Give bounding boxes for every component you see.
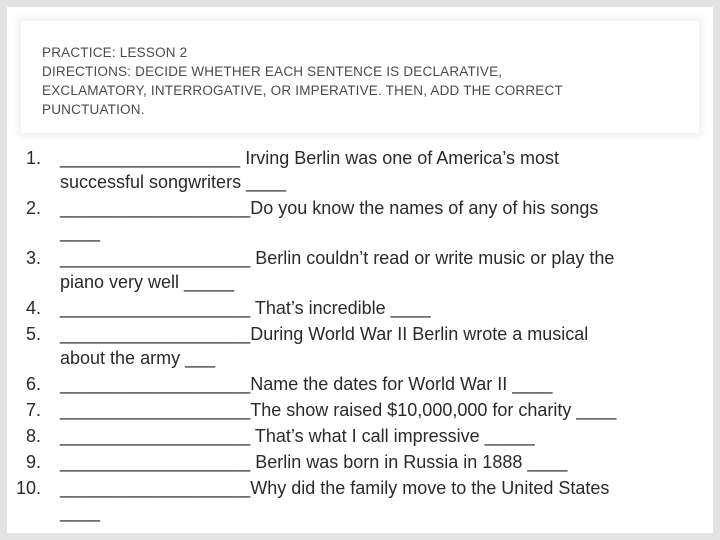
item-number: 4.: [25, 298, 41, 318]
title-line-2: DIRECTIONS: DECIDE WHETHER EACH SENTENCE IS DECLARATIVE,: [42, 64, 503, 79]
list-item-2: [7, 196, 713, 244]
item-number: 5.: [25, 324, 41, 344]
item-number: 9.: [25, 452, 41, 472]
item-text-line: ___________________ That’s incredible ____: [60, 298, 431, 318]
list-item-10: [7, 476, 713, 524]
item-text-line: ___________________Why did the family move to the United States: [60, 478, 610, 498]
item-text-line: ___________________ Berlin was born in Russia in 1888 ____: [60, 452, 568, 472]
list-item-5: [7, 322, 713, 370]
item-text-line: ___________________During World War II Berlin wrote a musical: [60, 324, 589, 344]
title-line-1: PRACTICE: LESSON 2: [42, 45, 188, 60]
title-box: [21, 21, 699, 133]
item-text-line: ___________________Do you know the names of any of his songs: [60, 198, 599, 218]
item-text-line: ___________________ Berlin couldn’t read or write music or play the: [60, 248, 615, 268]
item-number: 7.: [25, 400, 41, 420]
list-item-4: [7, 296, 713, 320]
item-text-line: ___________________The show raised $10,000,000 for charity ____: [60, 400, 617, 420]
list-item-7: [7, 398, 713, 422]
item-number: 2.: [25, 198, 41, 218]
item-text-line: ____: [60, 502, 101, 522]
list-item-3: [7, 246, 713, 294]
item-number: 3.: [25, 248, 41, 268]
item-text-line: ___________________ That’s what I call impressive _____: [60, 426, 535, 446]
item-text-line: ____: [60, 222, 101, 242]
title-line-4: PUNCTUATION.: [42, 102, 145, 117]
item-number: 6.: [25, 374, 41, 394]
slide: [7, 7, 713, 533]
item-text-line: about the army ___: [60, 348, 216, 368]
list-item-6: [7, 372, 713, 396]
item-number: 1.: [25, 148, 41, 168]
list-item-1: [7, 146, 713, 194]
item-text-line: piano very well _____: [60, 272, 235, 292]
list-item-9: [7, 450, 713, 474]
list-item-8: [7, 424, 713, 448]
item-text-line: successful songwriters ____: [60, 172, 287, 192]
item-number: 8.: [25, 426, 41, 446]
item-text-line: __________________ Irving Berlin was one of America’s most: [60, 148, 559, 168]
sentence-list: [7, 146, 713, 524]
title-line-3: EXCLAMATORY, INTERROGATIVE, OR IMPERATIVE. THEN, ADD THE CORRECT: [42, 83, 563, 98]
item-text-line: ___________________Name the dates for World War II ____: [60, 374, 553, 394]
item-number: 10.: [15, 478, 41, 498]
